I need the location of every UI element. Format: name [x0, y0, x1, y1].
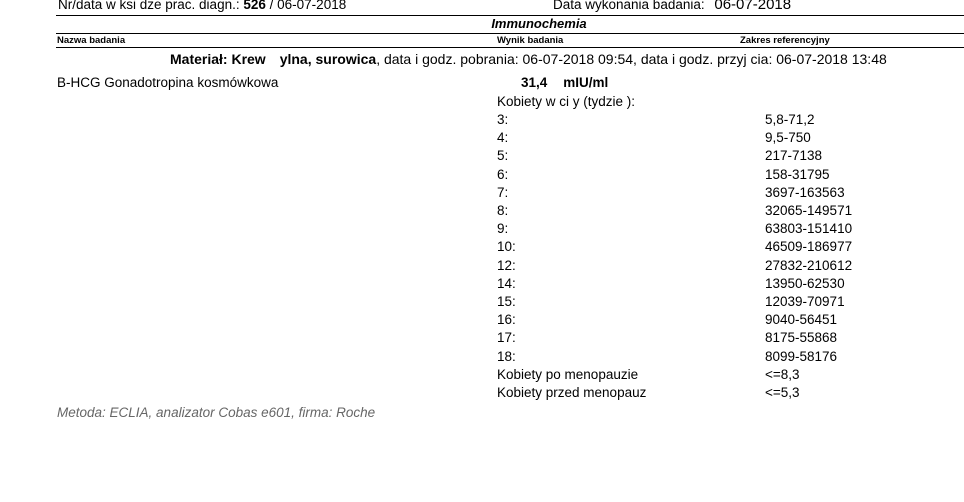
reference-row-range: 158-31795 — [765, 167, 830, 182]
test-result-value: 31,4 — [521, 75, 548, 90]
execution-date — [553, 0, 791, 13]
test-name: B-HCG Gonadotropina kosmówkowa — [57, 75, 279, 90]
reference-row-label: Kobiety po menopauzie — [497, 367, 639, 382]
divider-columns — [56, 47, 964, 48]
section-title: Immunochemia — [491, 16, 587, 31]
reference-row-range: 12039-70971 — [765, 294, 845, 309]
column-header-name: Nazwa badania — [57, 35, 126, 46]
reference-row-range: 13950-62530 — [765, 276, 845, 291]
reference-row-range: 8099-58176 — [765, 349, 838, 364]
reference-row-range: 9040-56451 — [765, 312, 838, 327]
method-note: Metoda: ECLIA, analizator Cobas e601, firma: Roche — [57, 405, 376, 420]
column-header-result: Wynik badania — [497, 35, 564, 46]
material-type: ylna, surowica — [279, 51, 377, 67]
reference-row-label: 5: — [497, 148, 509, 163]
divider-section — [56, 33, 964, 34]
reference-row-label: Kobiety przed menopauz — [497, 385, 647, 400]
reference-row-range: 27832-210612 — [765, 258, 853, 273]
test-result-unit: mIU/ml — [563, 75, 609, 90]
reference-row-range: 63803-151410 — [765, 221, 853, 236]
reference-row-label: 10: — [497, 239, 516, 254]
reference-row-label: 17: — [497, 330, 516, 345]
reference-row-label: 16: — [497, 312, 516, 327]
reference-row-range: 46509-186977 — [765, 239, 853, 254]
reference-row-range: 8175-55868 — [765, 330, 838, 345]
column-header-reference: Zakres referencyjny — [740, 35, 830, 46]
reference-row-label: 15: — [497, 294, 516, 309]
execution-date-value: 06-07-2018 — [714, 0, 792, 13]
reference-row-label: 4: — [497, 130, 509, 145]
reference-row-range: 32065-149571 — [765, 203, 853, 218]
reference-row-label: 18: — [497, 349, 516, 364]
book-entry-date: / 06-07-2018 — [269, 0, 347, 12]
reference-row-label: 6: — [497, 167, 509, 182]
reference-row-range: 217-7138 — [765, 148, 823, 163]
reference-row-label: 7: — [497, 185, 509, 200]
material-details: , data i godz. pobrania: 06-07-2018 09:54, data i godz. przyj cia: 06-07-2018 13:48 — [376, 51, 887, 67]
reference-row-range: 3697-163563 — [765, 185, 845, 200]
material-line — [170, 51, 887, 67]
reference-row-range: 9,5-750 — [765, 130, 811, 145]
material-label: Materiał: Krew — [170, 51, 266, 67]
test-result — [521, 75, 608, 90]
reference-row-range: <=8,3 — [765, 367, 800, 382]
reference-row-range: <=5,3 — [765, 385, 800, 400]
book-entry-number: 526 — [243, 0, 266, 12]
execution-date-label: Data wykonania badania: — [553, 0, 705, 12]
reference-row-range: 5,8-71,2 — [765, 112, 815, 127]
reference-row-label: 8: — [497, 203, 509, 218]
reference-row-label: 14: — [497, 276, 516, 291]
reference-header: Kobiety w ci y (tydzie ): — [497, 94, 636, 109]
reference-row-label: 9: — [497, 221, 509, 236]
reference-row-label: 3: — [497, 112, 509, 127]
book-entry — [58, 0, 346, 12]
reference-row-label: 12: — [497, 258, 516, 273]
book-entry-label: Nr/data w ksi dze prac. diagn.: — [58, 0, 240, 12]
